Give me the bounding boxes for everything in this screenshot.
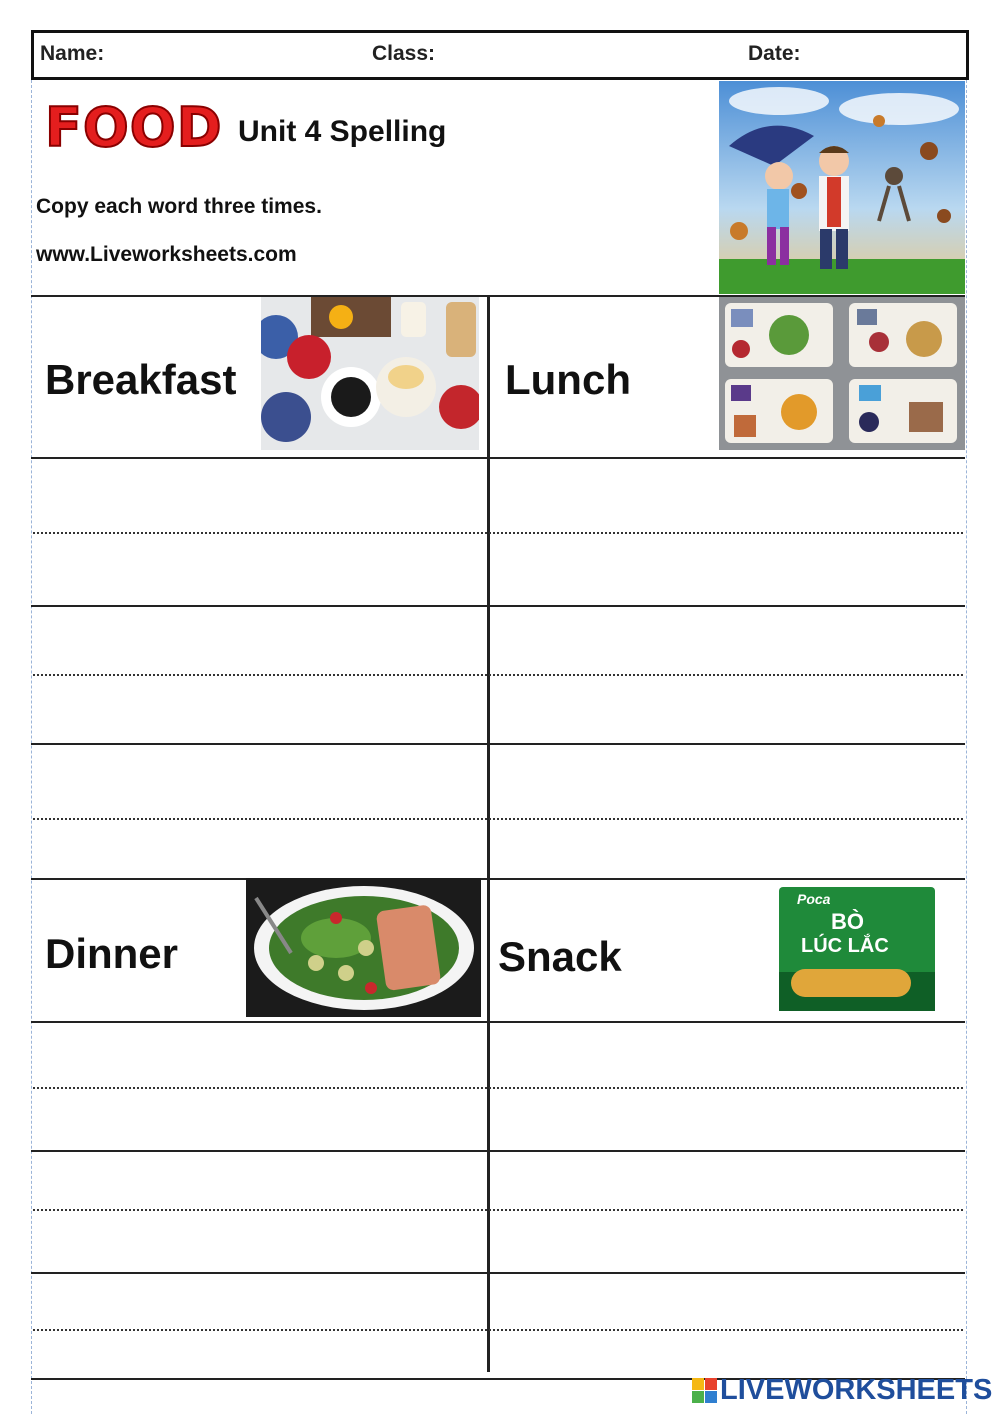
site-url: www.Liveworksheets.com bbox=[36, 243, 297, 266]
word-lunch: Lunch bbox=[505, 356, 631, 403]
writing-base-line bbox=[31, 1272, 965, 1274]
snack-name-line2: LÚC LẮC bbox=[801, 935, 889, 957]
word-breakfast: Breakfast bbox=[45, 356, 237, 403]
page-guide-right bbox=[966, 30, 967, 1414]
cartoon-poster-image bbox=[719, 81, 965, 294]
word-snack: Snack bbox=[498, 933, 622, 980]
class-label: Class: bbox=[372, 42, 436, 65]
section-divider bbox=[31, 1021, 965, 1023]
liveworksheets-logo-icon bbox=[692, 1378, 718, 1404]
writing-guide-line bbox=[33, 1329, 963, 1331]
writing-guide-line bbox=[33, 818, 963, 820]
breakfast-image bbox=[261, 297, 479, 450]
writing-guide-line bbox=[33, 532, 963, 534]
food-title: FOOD bbox=[45, 96, 223, 159]
snack-brand: Poca bbox=[797, 891, 831, 907]
writing-guide-line bbox=[33, 1209, 963, 1211]
name-label: Name: bbox=[40, 42, 105, 65]
unit-title: Unit 4 Spelling bbox=[238, 115, 447, 148]
footer-logo-text[interactable]: LIVEWORKSHEETS bbox=[720, 1374, 993, 1406]
header-box bbox=[31, 30, 969, 80]
page-guide-left bbox=[31, 30, 32, 1414]
date-label: Date: bbox=[748, 42, 801, 65]
writing-guide-line bbox=[33, 674, 963, 676]
section-divider bbox=[31, 457, 965, 459]
word-dinner: Dinner bbox=[45, 930, 179, 977]
writing-base-line bbox=[31, 743, 965, 745]
writing-guide-line bbox=[33, 1087, 963, 1089]
snack-name-line1: BÒ bbox=[831, 909, 864, 934]
instructions: Copy each word three times. bbox=[36, 195, 322, 218]
dinner-image bbox=[246, 878, 481, 1017]
writing-base-line bbox=[31, 605, 965, 607]
snack-bag-image bbox=[779, 887, 935, 1011]
section-divider bbox=[31, 878, 965, 880]
writing-base-line bbox=[31, 1150, 965, 1152]
lunch-image bbox=[719, 297, 965, 450]
